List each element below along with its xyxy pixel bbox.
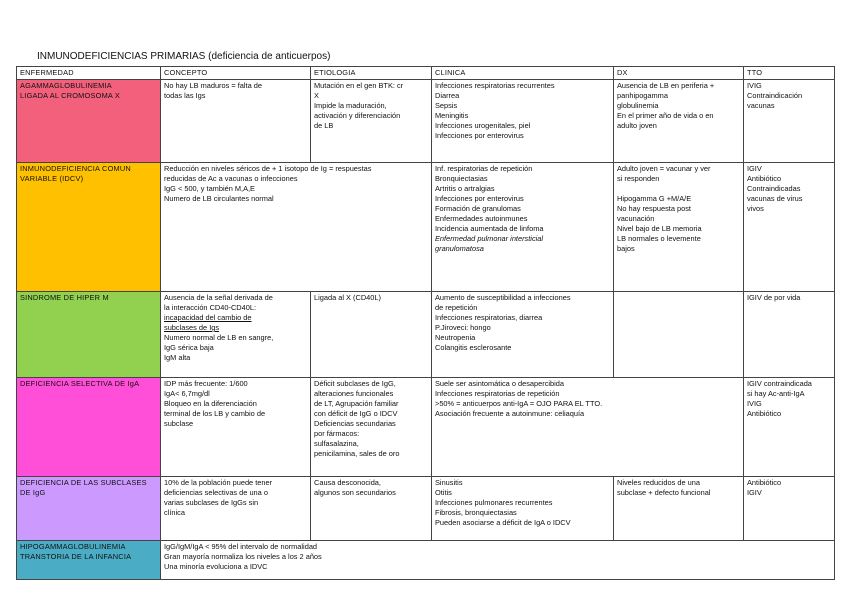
disease-name: INMUNODEFICIENCIA COMUN — [20, 164, 131, 173]
text-line: Sepsis — [435, 101, 458, 110]
disease-name: DE IgG — [20, 488, 46, 497]
text-line: IgM alta — [164, 353, 191, 362]
text-line: vacunas — [747, 101, 775, 110]
blank-line — [617, 184, 740, 194]
text-line: Incidencia aumentada de linfoma — [435, 224, 544, 233]
text-line: Infecciones pulmonares recurrentes — [435, 498, 553, 507]
text-line: Enfermedades autoinmunes — [435, 214, 528, 223]
text-line: adulto joven — [617, 121, 657, 130]
table-row — [17, 541, 835, 580]
disease-name: SINDROME DE HIPER M — [20, 293, 109, 302]
header-tto: TTO — [744, 67, 835, 80]
text-line: Infecciones respiratorias, diarrea — [435, 313, 543, 322]
dx-cell — [614, 163, 744, 292]
immunodeficiency-table — [16, 66, 835, 580]
tto-cell — [744, 378, 835, 477]
dx-cell — [614, 477, 744, 541]
concepto-cell — [161, 477, 311, 541]
text-line: algunos son secundarios — [314, 488, 396, 497]
disease-cell — [17, 378, 161, 477]
text-line: terminal de los LB y cambio de — [164, 409, 266, 418]
etiologia-cell — [311, 477, 432, 541]
text-line: IgA< 6,7mg/dl — [164, 389, 210, 398]
text-line: Ausencia de la señal derivada de — [164, 293, 273, 302]
text-line: Neutropenia — [435, 333, 476, 342]
clinica-cell — [432, 378, 744, 477]
disease-cell — [17, 477, 161, 541]
disease-name: HIPOGAMMAGLOBULINEMIA — [20, 542, 126, 551]
text-line: sulfasalazina, — [314, 439, 359, 448]
text-line: vacunación — [617, 214, 655, 223]
table-row — [17, 80, 835, 163]
text-line: Fibrosis, bronquiectasias — [435, 508, 517, 517]
text-line: Asociación frecuente a autoinmune: celiaquía — [435, 409, 585, 418]
text-line: Ausencia de LB en periferia + — [617, 81, 715, 90]
text-line: Colangitis esclerosante — [435, 343, 512, 352]
concepto-cell — [161, 541, 835, 580]
text-line: vacunas de virus — [747, 194, 803, 203]
text-line: clínica — [164, 508, 185, 517]
text-line: Inf. respiratorias de repetición — [435, 164, 533, 173]
text-line: No hay respuesta post — [617, 204, 691, 213]
text-line: Infecciones por enterovirus — [435, 131, 524, 140]
text-line: de repetición — [435, 303, 478, 312]
disease-name: LIGADA AL CROMOSOMA X — [20, 91, 121, 100]
text-line: IgG < 500, y también M,A,E — [164, 184, 255, 193]
etiologia-cell — [311, 378, 432, 477]
dx-cell — [614, 80, 744, 163]
text-line: si responden — [617, 174, 660, 183]
dx-cell — [614, 292, 744, 378]
concepto-cell — [161, 292, 311, 378]
tto-cell — [744, 80, 835, 163]
table-row — [17, 163, 835, 292]
text-line: Contraindicación — [747, 91, 803, 100]
text-line: incapacidad del cambio de — [164, 313, 252, 322]
text-line: Diarrea — [435, 91, 460, 100]
text-line: penicilamina, sales de oro — [314, 449, 400, 458]
text-line: IGIV — [747, 164, 762, 173]
text-line: Ligada al X (CD40L) — [314, 293, 381, 302]
disease-name: VARIABLE (IDCV) — [20, 174, 84, 183]
text-line: Numero de LB circulantes normal — [164, 194, 274, 203]
text-line: IVIG — [747, 81, 762, 90]
text-line: bajos — [617, 244, 635, 253]
header-clinica: CLINICA — [432, 67, 614, 80]
text-line: LB normales o levemente — [617, 234, 701, 243]
text-line: Bloqueo en la diferenciación — [164, 399, 257, 408]
text-line: P.Jiroveci: hongo — [435, 323, 491, 332]
disease-name: DEFICIENCIA SELECTIVA DE IgA — [20, 379, 140, 388]
text-line: Hipogamma G +M/A/E — [617, 194, 692, 203]
text-line: Antibiótico — [747, 478, 782, 487]
text-line: si hay Ac-anti-IgA — [747, 389, 805, 398]
text-line: todas las Igs — [164, 91, 206, 100]
concepto-cell — [161, 378, 311, 477]
text-line: por fármacos: — [314, 429, 360, 438]
text-line: subclase — [164, 419, 194, 428]
text-line: No hay LB maduros = falta de — [164, 81, 262, 90]
text-line: Una minoría evoluciona a IDVC — [164, 562, 268, 571]
text-line: Nivel bajo de LB memoria — [617, 224, 702, 233]
tto-cell — [744, 477, 835, 541]
text-line: Déficit subclases de IgG, — [314, 379, 396, 388]
text-line: Causa desconocida, — [314, 478, 381, 487]
text-line: Reducción en niveles séricos de + 1 isotopo de Ig = respuestas — [164, 164, 372, 173]
tto-cell — [744, 292, 835, 378]
text-line: Enfermedad pulmonar intersticial — [435, 234, 544, 243]
text-line: Impide la maduración, — [314, 101, 387, 110]
text-line: globulinemia — [617, 101, 659, 110]
text-line: de LB — [314, 121, 334, 130]
concepto-cell — [161, 163, 432, 292]
text-line: >50% = anticuerpos anti-IgA = OJO PARA EL TTO. — [435, 399, 603, 408]
disease-name: DEFICIENCIA DE LAS SUBCLASES — [20, 478, 147, 487]
text-line: activación y diferenciación — [314, 111, 401, 120]
text-line: con déficit de IgG o IDCV — [314, 409, 398, 418]
text-line: Artritis o artralgias — [435, 184, 495, 193]
text-line: Pueden asociarse a déficit de IgA o IDCV — [435, 518, 571, 527]
table-row — [17, 477, 835, 541]
text-line: Deficiencias secundarias — [314, 419, 396, 428]
disease-cell — [17, 80, 161, 163]
text-line: IgG sérica baja — [164, 343, 214, 352]
text-line: IGIV de por vida — [747, 293, 801, 302]
text-line: Suele ser asintomática o desapercibida — [435, 379, 565, 388]
text-line: Mutación en el gen BTK: cr — [314, 81, 404, 90]
text-line: varias subclases de IgGs sin — [164, 498, 259, 507]
text-line: Niveles reducidos de una — [617, 478, 700, 487]
disease-cell — [17, 541, 161, 580]
text-line: Contraindicadas — [747, 184, 801, 193]
text-line: Gran mayoría normaliza los niveles a los 2 años — [164, 552, 322, 561]
text-line: subclase + defecto funcional — [617, 488, 711, 497]
text-line: Aumento de susceptibilidad a infecciones — [435, 293, 571, 302]
text-line: granulomatosa — [435, 244, 484, 253]
text-line: alteraciones funcionales — [314, 389, 394, 398]
clinica-cell — [432, 80, 614, 163]
text-line: Otitis — [435, 488, 452, 497]
header-row — [17, 67, 835, 80]
text-line: deficiencias selectivas de una o — [164, 488, 268, 497]
text-line: IGIV contraindicada — [747, 379, 812, 388]
text-line: IGIV — [747, 488, 762, 497]
table-row — [17, 378, 835, 477]
text-line: Antibiótico — [747, 409, 782, 418]
disease-name: AGAMMAGLOBULINEMIA — [20, 81, 112, 90]
tto-cell — [744, 163, 835, 292]
text-line: IgG/IgM/IgA < 95% del intervalo de normalidad — [164, 542, 318, 551]
disease-cell — [17, 163, 161, 292]
header-concepto: CONCEPTO — [161, 67, 311, 80]
header-dx: DX — [614, 67, 744, 80]
disease-cell — [17, 292, 161, 378]
text-line: Infecciones respiratorias recurrentes — [435, 81, 555, 90]
text-line: Antibiótico — [747, 174, 782, 183]
text-line: Infecciones respiratorias de repetición — [435, 389, 560, 398]
text-line: la interacción CD40-CD40L: — [164, 303, 257, 312]
text-line: Sinusitis — [435, 478, 463, 487]
clinica-cell — [432, 163, 614, 292]
text-line: de LT, Agrupación familiar — [314, 399, 399, 408]
text-line: Numero normal de LB en sangre, — [164, 333, 274, 342]
text-line: Formación de granulomas — [435, 204, 521, 213]
clinica-cell — [432, 292, 614, 378]
text-line: En el primer año de vida o en — [617, 111, 714, 120]
text-line: vivos — [747, 204, 764, 213]
etiologia-cell — [311, 292, 432, 378]
text-line: Infecciones urogenitales, piel — [435, 121, 531, 130]
text-line: subclases de Igs — [164, 323, 220, 332]
text-line: reducidas de Ac a vacunas o infecciones — [164, 174, 298, 183]
clinica-cell — [432, 477, 614, 541]
text-line: Adulto joven = vacunar y ver — [617, 164, 711, 173]
table-row — [17, 292, 835, 378]
text-line: Bronquiectasias — [435, 174, 488, 183]
text-line: IDP más frecuente: 1/600 — [164, 379, 248, 388]
text-line: Meningitis — [435, 111, 469, 120]
header-enfermedad: ENFERMEDAD — [17, 67, 161, 80]
disease-name: TRANSTORIA DE LA INFANCIA — [20, 552, 132, 561]
text-line: IVIG — [747, 399, 762, 408]
header-etiologia: ETIOLOGIA — [311, 67, 432, 80]
etiologia-cell — [311, 80, 432, 163]
concepto-cell — [161, 80, 311, 163]
text-line: Infecciones por enterovirus — [435, 194, 524, 203]
text-line: 10% de la población puede tener — [164, 478, 273, 487]
text-line: X — [314, 91, 319, 100]
page-title: INMUNODEFICIENCIAS PRIMARIAS (deficiencia de anticuerpos) — [37, 51, 331, 62]
text-line: panhipogamma — [617, 91, 668, 100]
